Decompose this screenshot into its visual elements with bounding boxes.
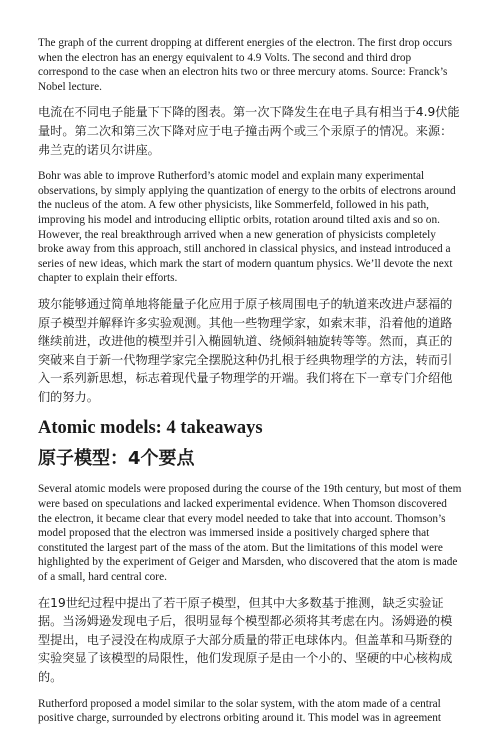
- document-page: [38, 36, 462, 735]
- rutherford-paragraph-english: Rutherford proposed a model similar to the solar system, with the atom made of a central positive charge, surrounded by electrons orbiting around it. This model was in agreement: [38, 697, 442, 725]
- figure-caption-english: The graph of the current dropping at different energies of the electron. The first drop occurs when the electron has an energy equivalent to 4.9 Volts. The second and third drop correspond to the case when an electron hits two or three mercury atoms. Source: Franck’s Nobel lecture.: [38, 37, 453, 93]
- section-heading-english: Atomic models: 4 takeaways: [38, 418, 263, 439]
- figure-caption-chinese: 电流在不同电子能量下下降的图表。第一次下降发生在电子具有相当于4.9伏能量时。第二次和第三次下降对应于电子撞击两个或三个汞原子的情况。来源：弗兰克的诺贝尔讲座。: [38, 105, 460, 157]
- bohr-paragraph-english: Bohr was able to improve Rutherford’s atomic model and explain many experimental observations, by simply applying the quantization of energy to the orbits of electrons around the nucleus of the atom. A few other physicists, like Sommerfeld, followed in his path, improving his model and introducing elliptic orbits, rotation around tilted axis and so on. However, the real breakthrough arrived when a new generation of physicists completely broke away from this approach, still anchored in classical physics, and instead introduced a series of new ideas, which mark the start of modern quantum physics. We’ll devote the next chapter to explain their efforts.: [38, 170, 456, 285]
- bohr-paragraph-chinese: 玻尔能够通过简单地将能量子化应用于原子核周围电子的轨道来改进卢瑟福的原子模型并解释许多实验观测。其他一些物理学家，如索末菲，沿着他的道路继续前进，改进他的模型并引入椭圆轨道、绕倾斜轴旋转等等。然而，真正的突破来自于新一代物理学家完全摆脱这种仍扎根于经典物理学的方法，转而引入一系列新思想，标志着现代量子物理学的开端。我们将在下一章专门介绍他们的努力。: [38, 296, 453, 404]
- section-heading-chinese: 原子模型：4个要点: [38, 448, 195, 470]
- atomic-models-paragraph-english: Several atomic models were proposed during the course of the 19th century, but most of them were based on speculations and lacked experimental evidence. When Thomson discovered the electron, it became clear that every model needed to take that into account. Thomson’s model proposed that the electron was immersed inside a positively charged sphere that constituted the largest part of the mass of the atom. But the limitations of this model were highlighted by the experiment of Geiger and Marsden, who discovered that the atom is made of a small, hard central core.: [38, 483, 462, 584]
- atomic-models-paragraph-chinese: 在19世纪过程中提出了若干原子模型，但其中大多数基于推测，缺乏实验证据。当汤姆逊发现电子后，很明显每个模型都必须将其考虑在内。汤姆逊的模型提出，电子浸没在构成原子大部分质量的带正电球体内。但盖革和马斯登的实验突显了该模型的局限性，他们发现原子是由一个小的、坚硬的中心核构成的。: [38, 595, 453, 684]
